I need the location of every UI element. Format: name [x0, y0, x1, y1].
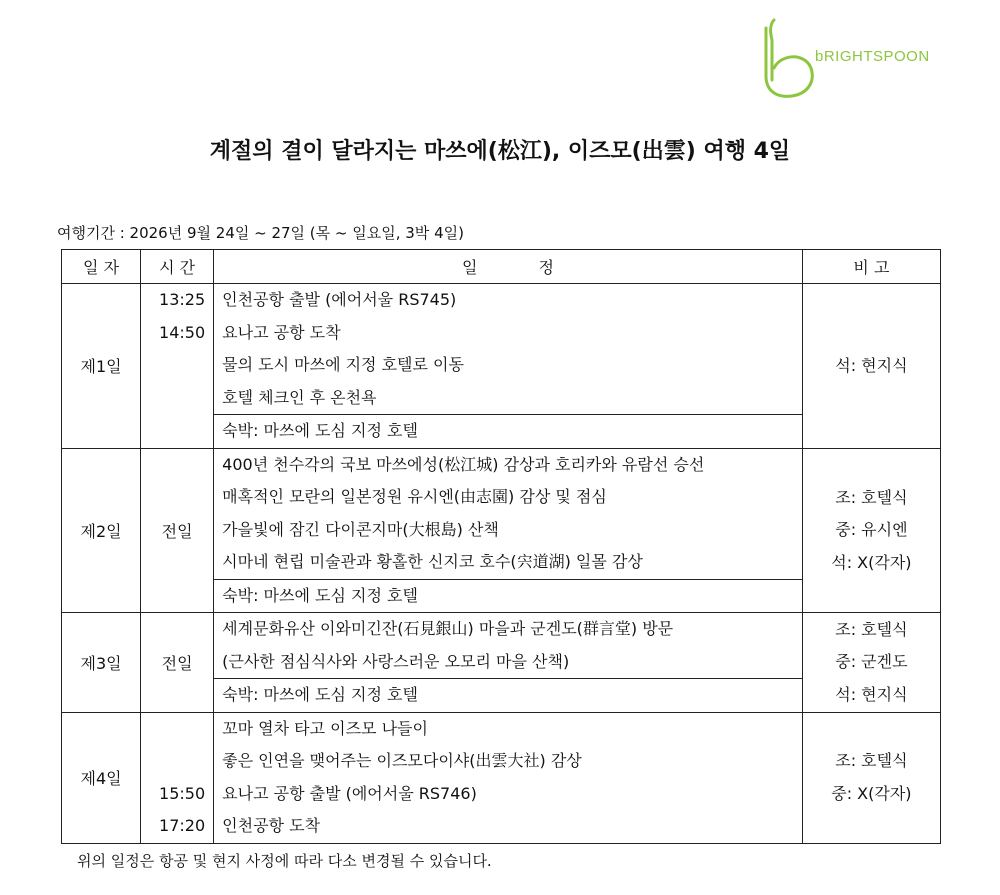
plan-item: 인천공항 도착 [222, 816, 320, 835]
plan-item: 400년 천수각의 국보 마쓰에성(松江城) 감상과 호리카와 유람선 승선 [222, 454, 705, 474]
day-row [62, 284, 941, 415]
plan-item: 가을빛에 잠긴 다이콘지마(大根島) 산책 [222, 519, 499, 539]
plan-item: 시마네 현립 미술관과 황홀한 신지코 호수(宍道湖) 일몰 감상 [222, 552, 643, 571]
plan-item: 요나고 공항 출발 (에어서울 RS746) [222, 783, 477, 803]
day-row [62, 613, 941, 679]
time-value: 17:20 [159, 816, 206, 835]
plan-item: 좋은 인연을 맺어주는 이즈모다이샤(出雲大社) 감상 [222, 751, 582, 770]
day-row [62, 712, 941, 843]
note-cell [802, 448, 940, 613]
time-cell [141, 712, 214, 843]
stay-text: 숙박: 마쓰에 도심 지정 호텔 [222, 585, 418, 605]
travel-period: 여행기간 : 2026년 9월 24일 ~ 27일 (목 ~ 일요일, 3박 4일) [57, 224, 464, 242]
plan-item: 세계문화유산 이와미긴잔(石見銀山) 마을과 군겐도(群言堂) 방문 [222, 619, 674, 638]
plan-cell [214, 712, 803, 843]
plan-cell [214, 448, 803, 579]
header-note: 비 고 [802, 250, 940, 284]
time-cell [141, 284, 214, 449]
meal-note: 석: 현지식 [835, 684, 908, 704]
time-value: 전일 [161, 521, 193, 541]
schedule-table [61, 249, 941, 844]
stay-text: 숙박: 마쓰에 도심 지정 호텔 [222, 685, 418, 704]
plan-item: (근사한 점심식사와 사랑스러운 오모리 마을 산책) [222, 651, 570, 671]
plan-cell [214, 284, 803, 415]
header-plan: 일 정 [214, 250, 803, 284]
table-header-row [62, 250, 941, 284]
time-value: 전일 [161, 653, 193, 673]
footnote: 위의 일정은 항공 및 현지 사정에 따라 다소 변경될 수 있습니다. [77, 852, 492, 870]
plan-item: 매혹적인 모란의 일본정원 유시엔(由志園) 감상 및 점심 [222, 487, 607, 506]
note-cell [802, 284, 940, 449]
plan-cell [214, 613, 803, 679]
meal-note: 중: 군겐도 [835, 652, 908, 671]
meal-note: 중: 유시엔 [835, 520, 908, 539]
day-label: 제4일 [62, 712, 141, 843]
meal-note: 석: X(각자) [831, 552, 912, 572]
meal-note: 조: 호텔식 [835, 619, 908, 639]
brightspoon-logo [760, 18, 960, 100]
time-value [141, 745, 213, 778]
day-row [62, 448, 941, 579]
meal-note: 조: 호텔식 [835, 487, 908, 507]
header-day: 일 자 [62, 250, 141, 284]
document-title: 계절의 결이 달라지는 마쓰에(松江), 이즈모(出雲) 여행 4일 [209, 139, 791, 164]
plan-item: 인천공항 출발 (에어서울 RS745) [222, 290, 457, 309]
header-time: 시 간 [141, 250, 214, 284]
note-cell [802, 712, 940, 843]
time-cell [141, 613, 214, 713]
plan-item: 물의 도시 마쓰에 지정 호텔로 이동 [222, 355, 464, 374]
plan-item: 호텔 체크인 후 온천욕 [222, 387, 377, 407]
time-value: 13:25 [159, 290, 206, 309]
stay-cell [214, 679, 803, 713]
day-label: 제1일 [62, 284, 141, 449]
time-value [141, 713, 213, 746]
plan-item: 꼬마 열차 타고 이즈모 나들이 [222, 718, 428, 738]
meal-note: 조: 호텔식 [835, 751, 908, 770]
time-value: 14:50 [159, 322, 206, 342]
note-cell [802, 613, 940, 713]
logo-text: bRIGHTSPOON [815, 48, 930, 65]
stay-text: 숙박: 마쓰에 도심 지정 호텔 [222, 421, 418, 440]
meal-note: 석: 현지식 [835, 355, 908, 375]
stay-cell [214, 415, 803, 449]
time-cell [141, 448, 214, 613]
time-value: 15:50 [159, 783, 206, 803]
day-label: 제3일 [62, 613, 141, 713]
day-label: 제2일 [62, 448, 141, 613]
plan-item: 요나고 공항 도착 [222, 322, 341, 342]
stay-cell [214, 579, 803, 613]
meal-note: 중: X(각자) [831, 783, 912, 803]
